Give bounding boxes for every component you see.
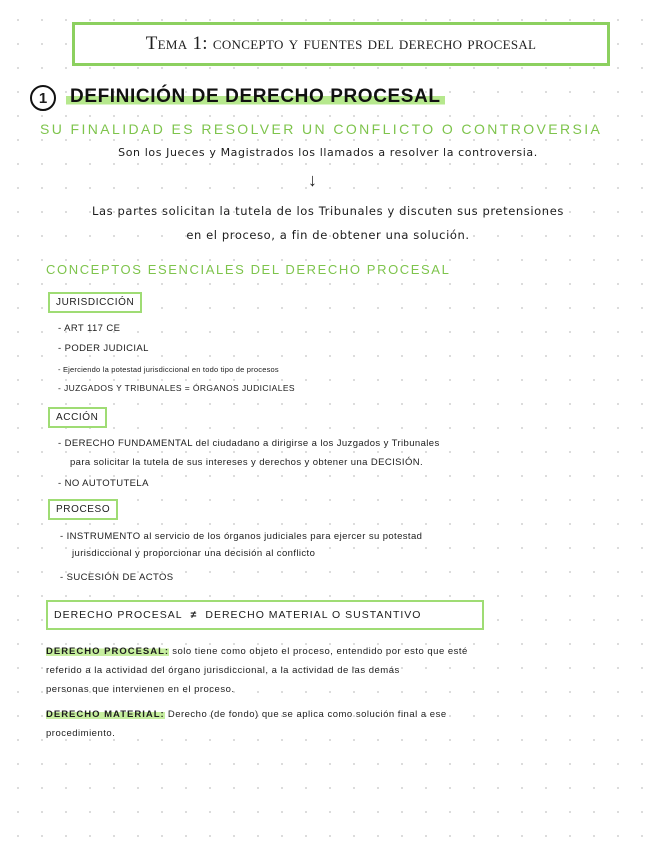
list-item: - NO AUTOTUTELA xyxy=(58,478,149,489)
section-subtitle: SU FINALIDAD ES RESOLVER UN CONFLICTO O CONTROVERSIA xyxy=(40,121,603,137)
comparison-right: DERECHO MATERIAL O SUSTANTIVO xyxy=(205,609,422,621)
comparison-box xyxy=(46,600,484,630)
list-item: - SUCESIÓN DE ACTOS xyxy=(60,572,174,583)
tag-accion: ACCIÓN xyxy=(48,407,107,428)
title-box xyxy=(72,22,610,66)
list-item: - ART 117 CE xyxy=(58,323,121,334)
intro-line-3: en el proceso, a fin de obtener una solución. xyxy=(186,228,470,242)
list-item: para solicitar la tutela de sus intereses y derechos y obtener una DECISIÓN. xyxy=(70,457,424,468)
section-number-badge: 1 xyxy=(30,85,56,111)
definition-derecho-procesal xyxy=(46,642,626,699)
list-item: jurisdiccional y proporcionar una decisión al conflicto xyxy=(72,548,316,559)
term-derecho-material: DERECHO MATERIAL: xyxy=(46,709,165,720)
term-derecho-procesal: DERECHO PROCESAL: xyxy=(46,646,170,657)
list-item: - INSTRUMENTO al servicio de los órganos judiciales para ejercer su potestad xyxy=(60,531,423,542)
list-item: - PODER JUDICIAL xyxy=(58,343,149,354)
definition-line: personas que intervienen en el proceso. xyxy=(46,684,235,695)
intro-line-1: Son los Jueces y Magistrados los llamados a resolver la controversia. xyxy=(118,146,538,159)
tag-jurisdiccion: JURISDICCIÓN xyxy=(48,292,142,313)
list-item: - DERECHO FUNDAMENTAL del ciudadano a dirigirse a los Juzgados y Tribunales xyxy=(58,438,440,449)
definition-line: referido a la actividad del órgano jurisdiccional, a la actividad de las demás xyxy=(46,665,400,676)
list-item: - Ejerciendo la potestad jurisdiccional en todo tipo de procesos xyxy=(58,365,279,374)
page-title: Tema 1: concepto y fuentes del derecho procesal xyxy=(145,33,537,54)
down-arrow-icon: ↓ xyxy=(308,170,317,190)
list-item: - JUZGADOS Y TRIBUNALES = ÓRGANOS JUDICIALES xyxy=(58,383,296,393)
intro-line-2: Las partes solicitan la tutela de los Tribunales y discuten sus pretensiones xyxy=(92,204,564,218)
comparison-left: DERECHO PROCESAL xyxy=(54,609,183,621)
tag-proceso: PROCESO xyxy=(48,499,118,520)
not-equal-icon: ≠ xyxy=(190,609,198,621)
concepts-heading: CONCEPTOS ESENCIALES DEL DERECHO PROCESAL xyxy=(46,262,451,277)
definition-line: Derecho (de fondo) que se aplica como solución final a ese xyxy=(167,709,447,720)
definition-line: procedimiento. xyxy=(46,728,116,739)
definition-derecho-material xyxy=(46,705,626,743)
section-title: DEFINICIÓN DE DERECHO PROCESAL xyxy=(66,86,445,108)
definition-line: solo tiene como objeto el proceso, entendido por esto que esté xyxy=(172,646,468,657)
